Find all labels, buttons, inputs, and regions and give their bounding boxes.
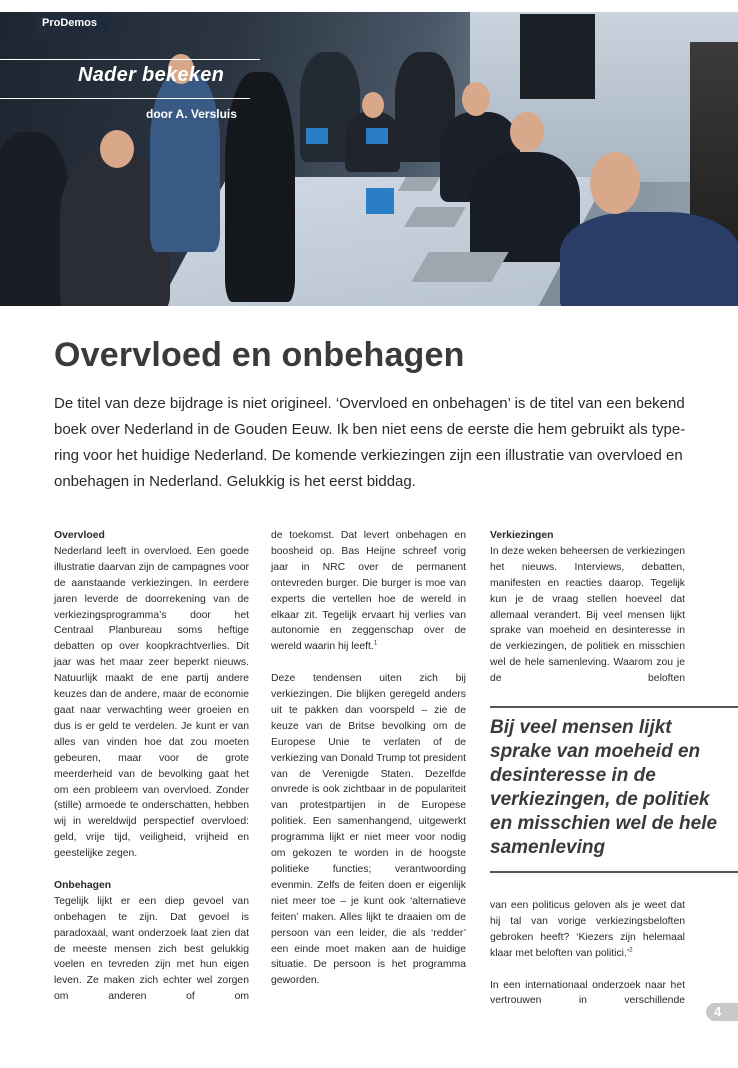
series-label: Nader bekeken (78, 64, 225, 86)
paragraph-beloften (490, 898, 685, 962)
paragraph-verkiezingen: In deze weken beheersen de verkiezingen het nieuws. Interviews, debatten, manifesten en reacties daarop. Tegelijk kun je de vraag stellen hoeveel dat allemaal verandert. Bij veel mensen lijkt sprake van moeheid en desinteresse in de verkiezingen, de politiek en misschien wel de hele samenleving. Waarom zou je de beloften (490, 545, 685, 685)
photo-head (510, 112, 544, 152)
pull-quote (490, 706, 738, 873)
paragraph-onbehagen: Tegelijk lijkt er een diep gevoel van onbehagen te zijn. Dat gevoel is paradoxaal, want onderzoek laat zien dat de meeste mensen zich best gelukkig voelen en tevreden zijn met hun eigen leven. Ze maken zich echter wel zorgen om anderen of om (54, 895, 249, 1003)
photo-person (560, 212, 738, 306)
photo-screen (520, 14, 595, 99)
photo-head (100, 130, 134, 168)
footnote-marker-2: 2 (629, 947, 633, 954)
paragraph-continued-text: de toekomst. Dat levert onbehagen en boosheid op. Bas Heijne schreef vorig jaar in NRC over de permanent ontevreden burger. Die burger is moe van experts die vertellen hoe de wereld in elkaar zit. Tegelijk ervaart hij verlies van autonomie en zeggenschap over de wereld waarin hij leeft. (271, 530, 466, 653)
series-bottom-rule (0, 98, 250, 99)
photo-head (462, 82, 490, 116)
page-number-tab: 4 (706, 1003, 738, 1021)
photo-head (362, 92, 384, 118)
section-heading-overvloed: Overvloed (54, 530, 105, 541)
paragraph-tendensen: Deze tendensen uiten zich bij verkiezingen. Die blijken geregeld anders uit te pakken dan voorspeld – zie de keuze van de Britse bevolking om de Europese Unie te verlaten of de verkiezing van Donald Trump tot president van de Verenigde Staten. Dezelfde onvrede is ook zichtbaar in de populariteit van protestpartijen in de Europese politiek. Een samenhangend, uitgewerkt programma lijkt er niet meer voor nodig om gekozen te worden in de hoogste politieke functies; verantwoording evenmin. Zelfs de feiten doen er eigenlijk niet meer toe – je kunt ook ‘alternatieve feiten’ maken. Alles lijkt te draaien om de persoon van een leider, die als ‘redder’ een einde moet maken aan de huidige situatie. De persoon is het programma geworden. (271, 673, 466, 987)
photo-person (150, 72, 220, 252)
prodemos-logo: ProDemos (36, 14, 110, 36)
photo-head (590, 152, 640, 214)
paragraph-beloften-text: van een politicus geloven als je weet dat hij tal van vorige verkiezingsbeloften gebroken heeft? ‘Kiezers zijn helemaal klaar met beloften van politici.’ (490, 900, 685, 959)
column-1 (54, 528, 249, 1021)
photo-name-card (366, 188, 394, 214)
paragraph-onderzoek: In een internationaal onderzoek naar het vertrouwen in verschillende (490, 979, 685, 1007)
series-top-rule (0, 59, 260, 60)
column-3 (490, 528, 685, 703)
photo-name-card (366, 128, 388, 144)
paragraph-overvloed: Nederland leeft in overvloed. Een goede illustratie daarvan zijn de campagnes voor de aanstaande verkiezingen. In eerdere jaren leverde de doorrekening van de verkiezingsprogramma’s door het Centraal Planbureau soms heftige debatten op over koopkrachtverlies. Dit jaar was het maar zeer beperkt nieuws. Natuurlijk maakt de ene partij andere keuzes dan de andere, maar de economie gaat naar verwachting weer groeien en dus is er geld te verdelen. Je kunt er van alles van vinden hoe dat zou moeten gebeuren, maar voor de grote meerderheid van de bevolking gaat het om een probleem van overvloed. Zonder (stille) armoede te onderschatten, hebben wij in wereldwijd perspectief overvloed: geld, vrije tijd, veiligheid, vrijheid en geestelijke zegen. (54, 545, 249, 860)
hero-photo (0, 12, 738, 306)
column-2 (271, 528, 466, 1005)
section-heading-verkiezingen: Verkiezingen (490, 530, 554, 541)
section-heading-onbehagen: Onbehagen (54, 879, 112, 891)
article-title: Overvloed en onbehagen (54, 336, 465, 374)
article-intro: De titel van deze bijdrage is niet origineel. ‘Overvloed en onbehagen’ is de titel van een bekend boek over Nederland in de Gouden Eeuw. Ik ben niet eens de eerste die hem gebruikt als type-ring voor het huidige Nederland. De komende verkiezingen zijn een illustratie van overvloed en onbehagen in Nederland. Gelukkig is het eerst biddag. (54, 395, 686, 490)
photo-name-card (306, 128, 328, 144)
paragraph-continued (271, 528, 466, 655)
footnote-marker-1: 1 (373, 640, 378, 647)
author-byline: door A. Versluis (146, 107, 237, 121)
pull-quote-text: Bij veel mensen lijkt sprake van moeheid en desinteresse in de verkiezingen, de politiek en misschien wel de hele samenleving (490, 717, 718, 858)
column-3-continued (490, 898, 685, 1025)
